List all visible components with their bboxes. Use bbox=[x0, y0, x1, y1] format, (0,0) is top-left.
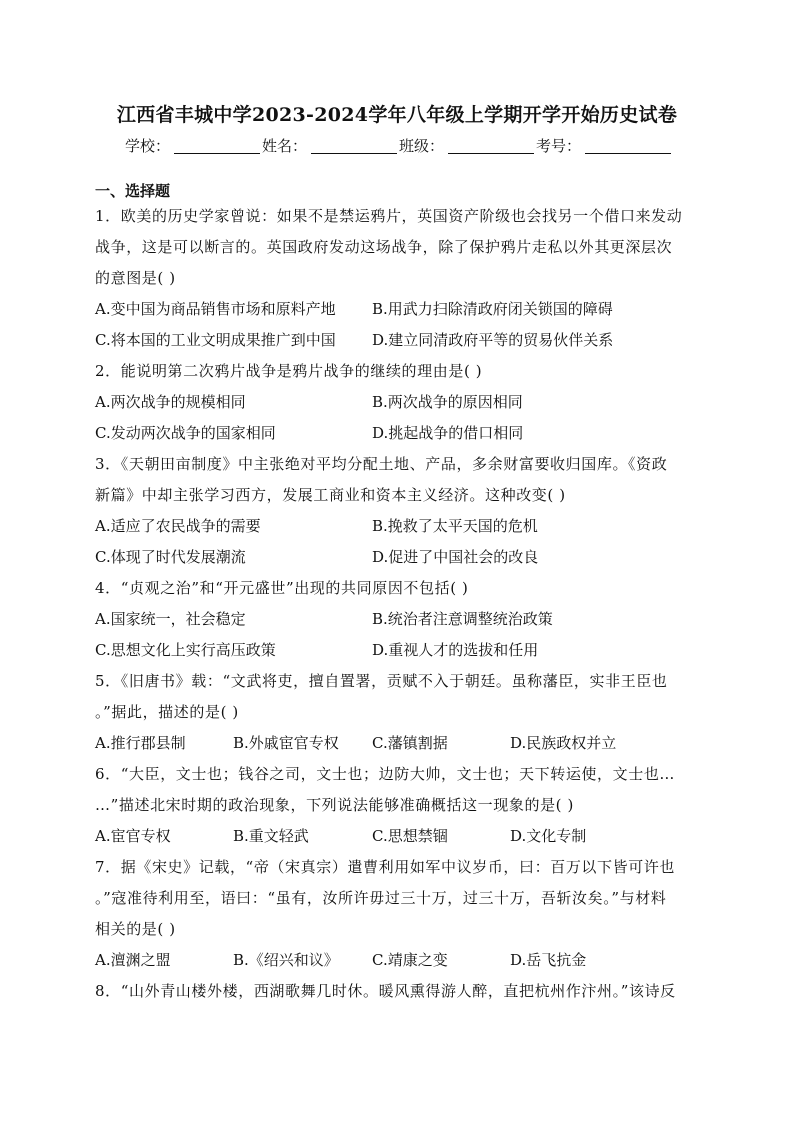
question-3-line-1: 3．《天朝田亩制度》中主张绝对平均分配土地、产品，多余财富要收归国库。《资政 bbox=[95, 455, 668, 473]
question-2-option-b: B.两次战争的原因相同 bbox=[372, 393, 523, 411]
question-5-option-c: C.藩镇割据 bbox=[372, 734, 448, 752]
question-4-option-c: C.思想文化上实行高压政策 bbox=[95, 641, 276, 659]
question-1-option-a: A.变中国为商品销售市场和原料产地 bbox=[95, 300, 336, 318]
question-1-option-d: D.建立同清政府平等的贸易伙伴关系 bbox=[372, 331, 614, 349]
question-7-line-3: 相关的是( ) bbox=[95, 920, 176, 938]
question-6-option-d: D.文化专制 bbox=[510, 827, 587, 845]
question-3-option-c: C.体现了时代发展潮流 bbox=[95, 548, 246, 566]
question-7-line-2: 。”寇准待利用至，语曰：“虽有，汝所许毋过三十万，过三十万，吾斩汝矣。”与材料 bbox=[95, 889, 667, 907]
question-2-line-1: 2．能说明第二次鸦片战争是鸦片战争的继续的理由是( ) bbox=[95, 362, 483, 380]
question-3-option-d: D.促进了中国社会的改良 bbox=[372, 548, 539, 566]
section-title: 一、选择题 bbox=[95, 182, 171, 200]
question-2-option-c: C.发动两次战争的国家相同 bbox=[95, 424, 276, 442]
question-3-line-2: 新篇》中却主张学习西方，发展工商业和资本主义经济。这种改变( ) bbox=[95, 486, 566, 504]
question-5-option-d: D.民族政权并立 bbox=[510, 734, 617, 752]
number-label: 考号： bbox=[536, 137, 582, 155]
question-7-option-c: C.靖康之变 bbox=[372, 951, 448, 969]
school-blank[interactable] bbox=[174, 139, 260, 154]
question-5-line-1: 5．《旧唐书》载：“文武将吏，擅自置署，贡赋不入于朝廷。虽称藩臣，实非王臣也 bbox=[95, 672, 668, 690]
question-6-option-b: B.重文轻武 bbox=[233, 827, 309, 845]
question-3-option-b: B.挽救了太平天国的危机 bbox=[372, 517, 538, 535]
question-7-option-b: B.《绍兴和议》 bbox=[233, 951, 339, 969]
student-info-row bbox=[125, 135, 673, 156]
question-1-line-2: 战争，这是可以断言的。英国政府发动这场战争，除了保护鸦片走私以外其更深层次 bbox=[95, 238, 673, 256]
question-1-line-3: 的意图是( ) bbox=[95, 269, 176, 287]
question-6-line-1: 6．“大臣，文士也；钱谷之司，文士也；边防大帅，文士也；天下转运使，文士也… bbox=[95, 765, 676, 783]
question-6-line-2: …”描述北宋时期的政治现象，下列说法能够准确概括这一现象的是( ) bbox=[95, 796, 574, 814]
name-blank[interactable] bbox=[311, 139, 397, 154]
question-3-option-a: A.适应了农民战争的需要 bbox=[95, 517, 261, 535]
question-6-option-a: A.宦官专权 bbox=[95, 827, 171, 845]
question-1-option-b: B.用武力扫除清政府闭关锁国的障碍 bbox=[372, 300, 613, 318]
question-5-option-b: B.外戚宦官专权 bbox=[233, 734, 339, 752]
question-8-line-1: 8．“山外青山楼外楼，西湖歌舞几时休。暖风熏得游人醉，直把杭州作汴州。”该诗反 bbox=[95, 982, 676, 1000]
question-7-option-d: D.岳飞抗金 bbox=[510, 951, 587, 969]
question-7-line-1: 7．据《宋史》记载，“帝（宋真宗）遣曹利用如军中议岁币，曰：百万以下皆可许也 bbox=[95, 858, 676, 876]
question-4-option-a: A.国家统一，社会稳定 bbox=[95, 610, 246, 628]
school-label: 学校： bbox=[125, 137, 171, 155]
class-label: 班级： bbox=[399, 137, 445, 155]
question-5-line-2: 。”据此，描述的是( ) bbox=[95, 703, 239, 721]
question-5-option-a: A.推行郡县制 bbox=[95, 734, 186, 752]
question-4-option-b: B.统治者注意调整统治政策 bbox=[372, 610, 553, 628]
name-label: 姓名： bbox=[262, 137, 308, 155]
question-4-option-d: D.重视人才的选拔和任用 bbox=[372, 641, 539, 659]
question-6-option-c: C.思想禁锢 bbox=[372, 827, 448, 845]
question-1-line-1: 1．欧美的历史学家曾说：如果不是禁运鸦片，英国资产阶级也会找另一个借口来发动 bbox=[95, 207, 683, 225]
question-2-option-a: A.两次战争的规模相同 bbox=[95, 393, 246, 411]
question-2-option-d: D.挑起战争的借口相同 bbox=[372, 424, 524, 442]
question-1-option-c: C.将本国的工业文明成果推广到中国 bbox=[95, 331, 336, 349]
class-blank[interactable] bbox=[448, 139, 534, 154]
page-title: 江西省丰城中学2023-2024学年八年级上学期开学开始历史试卷 bbox=[116, 104, 678, 126]
question-7-option-a: A.澶渊之盟 bbox=[95, 951, 171, 969]
number-blank[interactable] bbox=[585, 139, 671, 154]
question-4-line-1: 4．“贞观之治”和“开元盛世”出现的共同原因不包括( ) bbox=[95, 579, 469, 597]
